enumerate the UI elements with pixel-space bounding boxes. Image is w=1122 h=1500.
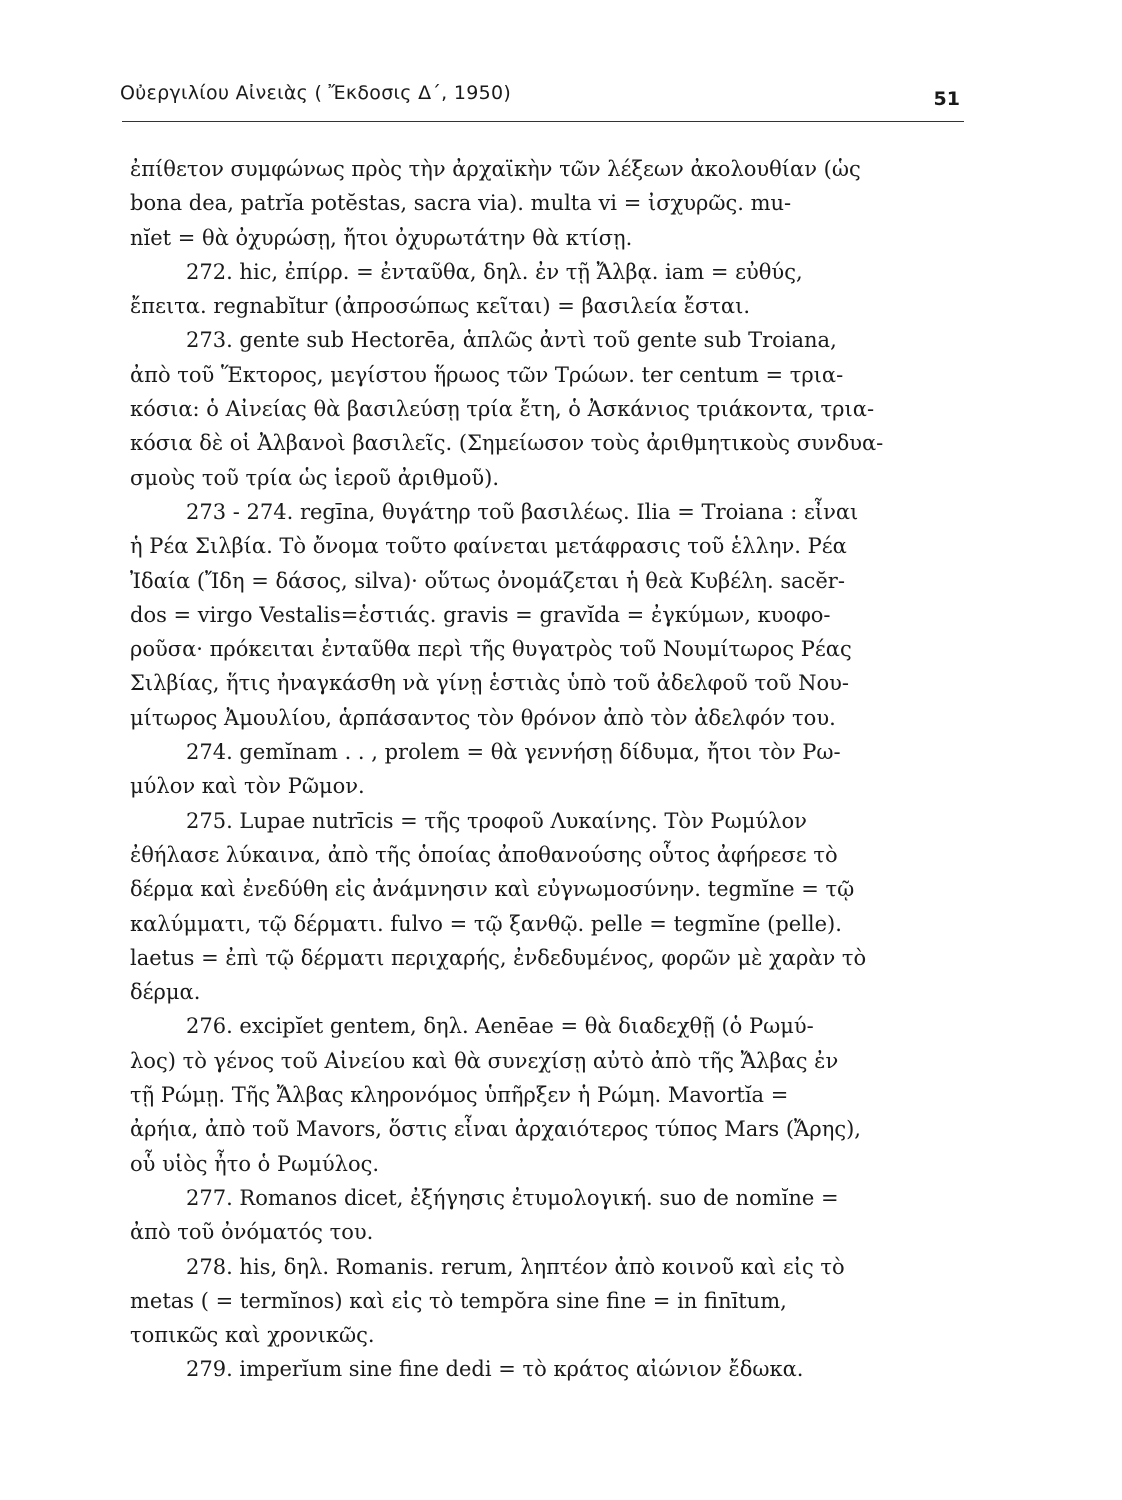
text-line: dos = virgo Vestalis=ἑστιάς. gravis = gravĭda = ἐγκύμων, κυοφο-	[130, 602, 831, 627]
text-line: laetus = ἐπὶ τῷ δέρματι περιχαρής, ἐνδεδυμένος, φορῶν μὲ χαρὰν τὸ	[130, 945, 867, 970]
text-line: 277. Romanos dicet, ἐξήγησις ἐτυμολογική. suo de nomĭne =	[186, 1185, 839, 1210]
text-line: τῇ Ρώμῃ. Τῆς Ἄλβας κληρονόμος ὑπῆρξεν ἡ Ρώμη. Mavortĭa =	[130, 1083, 789, 1108]
text-line: καλύμματι, τῷ δέρματι. fulvo = τῷ ξανθῷ. pelle = tegmĭne (pelle).	[130, 911, 842, 936]
body-text	[130, 152, 966, 1387]
text-line: 278. his, δηλ. Romanis. rerum, ληπτέον ἀπὸ κοινοῦ καὶ εἰς τὸ	[186, 1254, 845, 1279]
running-head	[120, 72, 966, 112]
text-line: λος) τὸ γένος τοῦ Αἰνείου καὶ θὰ συνεχίσῃ αὐτὸ ἀπὸ τῆς Ἄλβας ἐν	[130, 1048, 839, 1073]
text-line: Ἰδαία (Ἴδη = δάσος, silva)· οὕτως ὀνομάζεται ἡ θεὰ Κυβέλη. sacĕr-	[130, 568, 845, 593]
text-line: ροῦσα· πρόκειται ἐνταῦθα περὶ τῆς θυγατρὸς τοῦ Νουμίτωρος Ρέας	[130, 637, 852, 662]
text-line: ἐθήλασε λύκαινα, ἀπὸ τῆς ὁποίας ἀποθανούσης οὗτος ἀφήρεσε τὸ	[130, 842, 838, 867]
text-line: 274. gemĭnam . . , prolem = θὰ γεννήσῃ δίδυμα, ἤτοι τὸν Ρω-	[186, 740, 841, 765]
text-line: ἡ Ρέα Σιλβία. Τὸ ὄνομα τοῦτο φαίνεται μετάφρασις τοῦ ἑλλην. Ρέα	[130, 534, 847, 559]
text-line: ἔπειτα. regnabĭtur (ἀπροσώπως κεῖται) = βασιλεία ἔσται.	[130, 294, 751, 319]
text-line: 273 - 274. regīna, θυγάτηρ τοῦ βασιλέως. Ilia = Troiana : εἶναι	[186, 499, 859, 524]
text-line: Σιλβίας, ἥτις ἠναγκάσθη νὰ γίνῃ ἑστιὰς ὑπὸ τοῦ ἀδελφοῦ τοῦ Νου-	[130, 671, 850, 696]
running-title: Οὐεργιλίου Αἰνειὰς ( Ἔκδοσις Δ΄, 1950)	[120, 82, 512, 104]
text-line: 276. excipĭet gentem, δηλ. Aenēae = θὰ διαδεχθῇ (ὁ Ρωμύ-	[186, 1014, 814, 1039]
text-line: 272. hic, ἐπίρρ. = ἐνταῦθα, δηλ. ἐν τῇ Ἄλβᾳ. iam = εὐθύς,	[186, 259, 803, 284]
header-rule	[122, 121, 964, 122]
text-line: κόσια: ὁ Αἰνείας θὰ βασιλεύσῃ τρία ἔτη, ὁ Ἀσκάνιος τριάκοντα, τρια-	[130, 397, 875, 422]
text-line: δέρμα καὶ ἐνεδύθη εἰς ἀνάμνησιν καὶ εὐγνωμοσύνην. tegmĭne = τῷ	[130, 877, 855, 902]
text-line: bona dea, patrĭa potĕstas, sacra via). multa vi = ἰσχυρῶς. mu-	[130, 191, 792, 216]
text-line: 275. Lupae nutrīcis = τῆς τροφοῦ Λυκαίνης. Τὸν Ρωμύλον	[186, 808, 807, 833]
text-line: σμοὺς τοῦ τρία ὡς ἱεροῦ ἀριθμοῦ).	[130, 465, 500, 490]
text-line: δέρμα.	[130, 980, 201, 1005]
text-line: ἀπὸ τοῦ Ἕκτορος, μεγίστου ἥρωος τῶν Τρώων. ter centum = τρια-	[130, 362, 844, 387]
text-line: 273. gente sub Hectorēa, ἁπλῶς ἀντὶ τοῦ gente sub Troiana,	[186, 328, 837, 353]
text-line: οὗ υἱὸς ἦτο ὁ Ρωμύλος.	[130, 1151, 380, 1176]
text-line: μύλον καὶ τὸν Ρῶμον.	[130, 774, 365, 799]
text-line: ἐπίθετον συμφώνως πρὸς τὴν ἀρχαϊκὴν τῶν λέξεων ἀκολουθίαν (ὡς	[130, 157, 861, 181]
text-line: metas ( = termĭnos) καὶ εἰς τὸ tempŏra sine fine = in finītum,	[130, 1288, 787, 1313]
text-line: τοπικῶς καὶ χρονικῶς.	[130, 1323, 375, 1348]
text-line: 279. imperĭum sine fine dedi = τὸ κράτος αἰώνιον ἔδωκα.	[186, 1357, 804, 1382]
text-line: ἀπὸ τοῦ ὀνόματός του.	[130, 1220, 374, 1245]
text-line: ἀρήια, ἀπὸ τοῦ Mavors, ὅστις εἶναι ἀρχαιότερος τύπος Mars (Ἄρης),	[130, 1117, 861, 1142]
page-number: 51	[933, 88, 960, 110]
text-line: μίτωρος Ἀμουλίου, ἁρπάσαντος τὸν θρόνον ἀπὸ τὸν ἀδελφόν του.	[130, 705, 836, 730]
text-line: nĭet = θὰ ὀχυρώσῃ, ἤτοι ὀχυρωτάτην θὰ κτίσῃ.	[130, 225, 633, 250]
text-line: κόσια δὲ οἱ Ἀλβανοὶ βασιλεῖς. (Σημείωσον τοὺς ἀριθμητικοὺς συνδυα-	[130, 431, 884, 456]
